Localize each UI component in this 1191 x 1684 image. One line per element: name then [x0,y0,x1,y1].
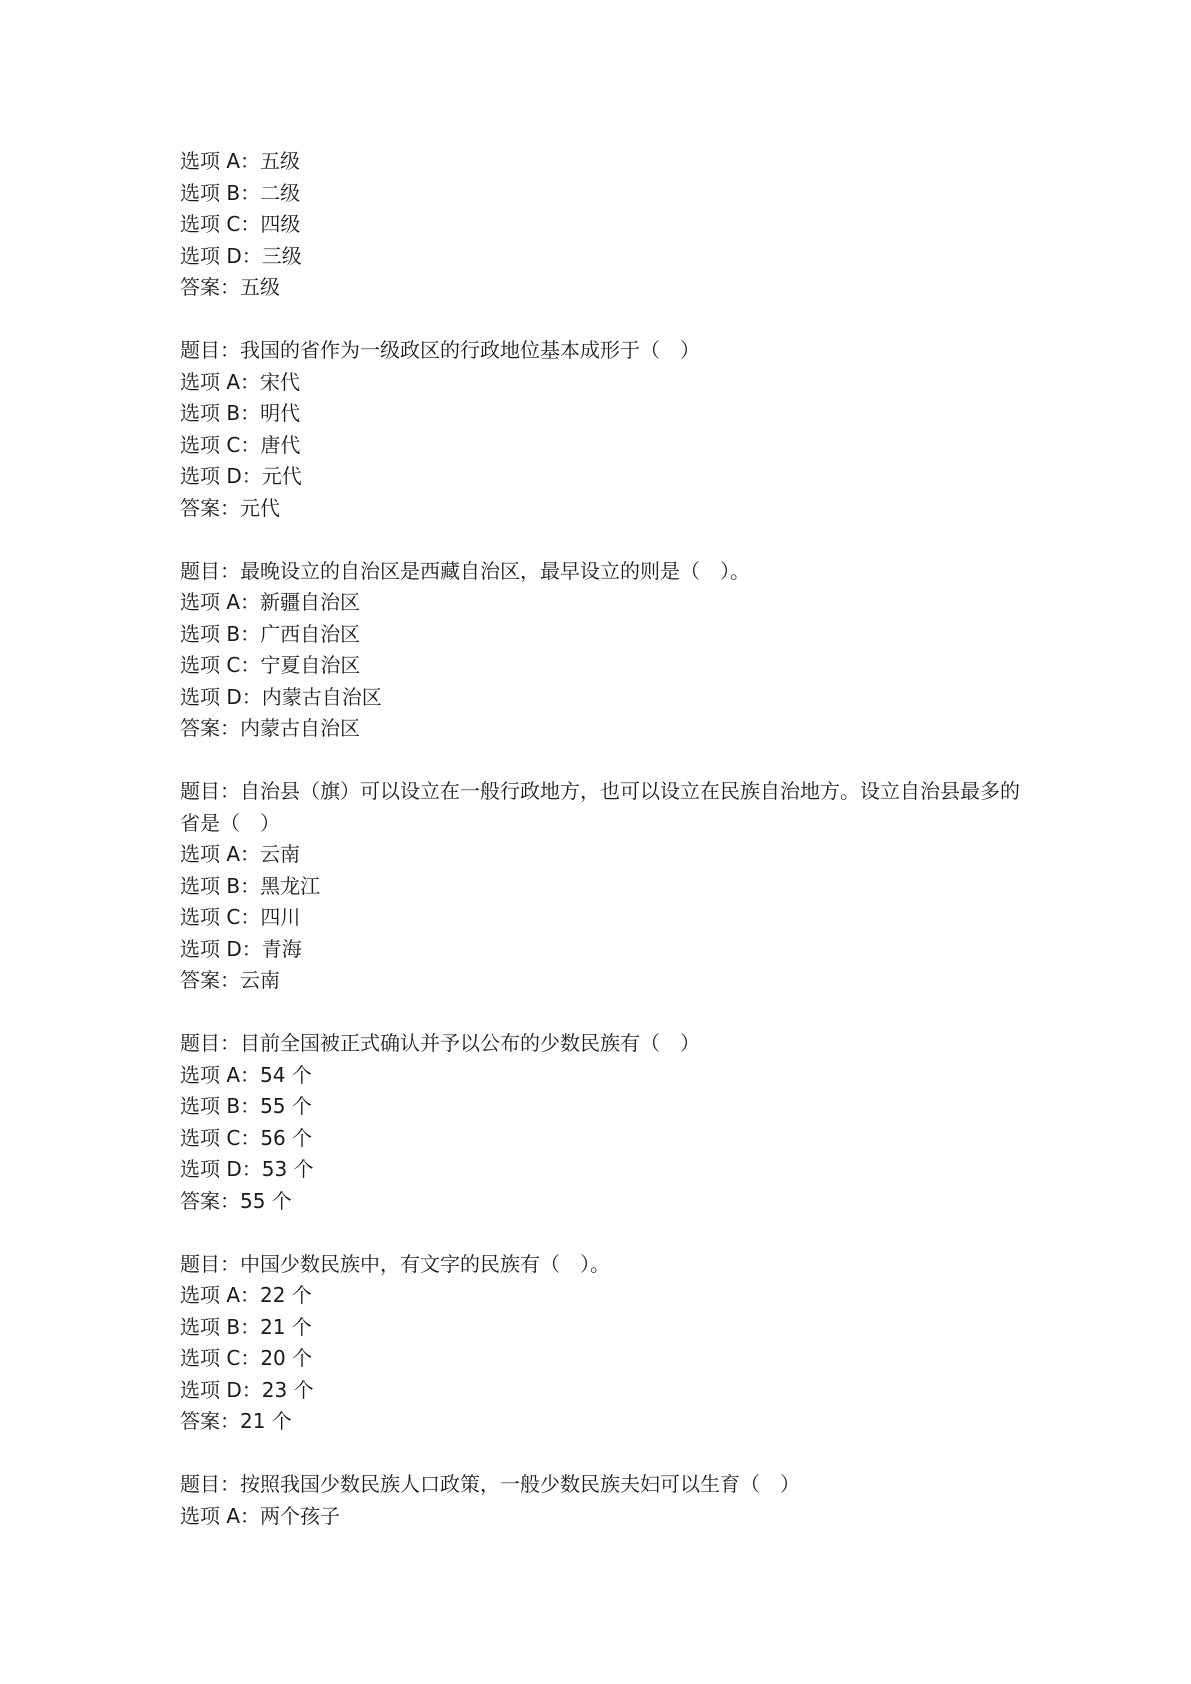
option-d [180,1154,1020,1186]
title-label: 题目： [180,558,240,583]
answer-text: 内蒙古自治区 [240,716,360,740]
option-text: 四级 [260,212,301,236]
option-label: 选项 A： [180,1503,261,1528]
option-text: 内蒙古自治区 [261,684,382,709]
answer [180,493,1020,525]
option-text: 55 个 [260,1094,312,1118]
option-b [180,398,1020,430]
option-text: 广西自治区 [260,621,361,646]
option-a [180,1501,1020,1533]
option-label: 选项 A： [180,369,261,394]
answer-label: 答案： [180,495,240,520]
option-text: 元代 [261,464,302,488]
option-text: 明代 [260,401,301,425]
option-c [180,650,1020,682]
option-d [180,461,1020,493]
question-block-6 [180,1469,1020,1532]
title-text: 自治县（旗）可以设立在一般行政地方，也可以设立在民族自治地方。设立自治县最多的省是（ ） [180,779,1020,835]
title-text: 最晚设立的自治区是西藏自治区，最早设立的则是（ ）。 [240,558,750,583]
option-a [180,146,1020,178]
spacer [180,524,1020,556]
question-block-3 [180,776,1020,997]
option-label: 选项 C： [180,1125,261,1150]
option-label: 选项 C： [180,432,261,457]
title-text: 我国的省作为一级政区的行政地位基本成形于（ ） [240,338,700,362]
question-title [180,776,1020,839]
spacer [180,745,1020,777]
option-label: 选项 A： [180,590,261,614]
option-label: 选项 D： [180,936,262,961]
option-label: 选项 D： [180,243,262,268]
option-label: 选项 B： [180,873,261,898]
option-label: 选项 B： [180,1094,261,1118]
question-block-4 [180,1028,1020,1217]
option-label: 选项 A： [180,1283,261,1307]
spacer [180,997,1020,1029]
option-label: 选项 B： [180,1314,261,1339]
option-label: 选项 A： [180,842,261,866]
answer-text: 元代 [240,495,280,520]
question-block-1 [180,335,1020,524]
title-label: 题目： [180,1472,240,1496]
option-a [180,367,1020,399]
question-title [180,1028,1020,1060]
option-a [180,839,1020,871]
option-text: 唐代 [260,432,301,457]
option-text: 22 个 [260,1283,312,1307]
option-label: 选项 C： [180,653,261,677]
option-label: 选项 D： [180,1377,262,1402]
answer-label: 答案： [180,716,240,740]
option-c [180,1343,1020,1375]
option-text: 20 个 [260,1346,313,1370]
option-a [180,1280,1020,1312]
title-label: 题目： [180,779,240,803]
answer-text: 21 个 [240,1409,292,1433]
answer-text: 五级 [240,275,280,299]
answer [180,713,1020,745]
option-b [180,1091,1020,1123]
option-text: 23 个 [261,1377,314,1402]
question-title [180,335,1020,367]
option-label: 选项 C： [180,1346,261,1370]
option-c [180,209,1020,241]
option-a [180,1060,1020,1092]
answer [180,272,1020,304]
option-label: 选项 C： [180,905,261,929]
title-label: 题目： [180,1251,240,1276]
option-d [180,1375,1020,1407]
option-d [180,934,1020,966]
answer [180,1186,1020,1218]
spacer [180,1438,1020,1470]
option-text: 新疆自治区 [260,590,361,614]
answer [180,965,1020,997]
option-label: 选项 C： [180,212,261,236]
question-title [180,1469,1020,1501]
option-d [180,241,1020,273]
answer-label: 答案： [180,1188,240,1213]
option-a [180,587,1020,619]
option-label: 选项 D： [180,684,262,709]
question-title [180,1249,1020,1281]
title-label: 题目： [180,338,240,362]
option-c [180,1123,1020,1155]
question-title [180,556,1020,588]
option-text: 二级 [260,180,301,205]
option-text: 青海 [261,936,302,961]
option-c [180,430,1020,462]
option-text: 宋代 [260,369,301,394]
option-label: 选项 A： [180,149,261,173]
option-d [180,682,1020,714]
option-b [180,619,1020,651]
title-text: 目前全国被正式确认并予以公布的少数民族有（ ） [240,1031,700,1055]
document-page [180,146,1020,1532]
option-label: 选项 A： [180,1062,261,1087]
question-block-2 [180,556,1020,745]
option-b [180,1312,1020,1344]
spacer [180,1217,1020,1249]
option-c [180,902,1020,934]
option-label: 选项 D： [180,464,262,488]
title-label: 题目： [180,1031,240,1055]
question-block-0 [180,146,1020,304]
option-b [180,178,1020,210]
answer-label: 答案： [180,275,240,299]
option-text: 两个孩子 [260,1503,341,1528]
option-text: 21 个 [260,1314,312,1339]
option-text: 五级 [260,149,301,173]
option-label: 选项 B： [180,401,261,425]
option-b [180,871,1020,903]
option-label: 选项 B： [180,180,261,205]
option-text: 54 个 [260,1062,312,1087]
option-label: 选项 B： [180,621,261,646]
answer-label: 答案： [180,968,240,992]
option-text: 黑龙江 [260,873,321,898]
option-text: 53 个 [261,1157,314,1181]
option-text: 三级 [261,243,302,268]
answer [180,1406,1020,1438]
title-text: 中国少数民族中，有文字的民族有（ ）。 [240,1251,610,1276]
answer-text: 云南 [240,968,280,992]
answer-label: 答案： [180,1409,240,1433]
option-text: 四川 [260,905,301,929]
spacer [180,304,1020,336]
question-block-5 [180,1249,1020,1438]
answer-text: 55 个 [240,1188,292,1213]
option-label: 选项 D： [180,1157,262,1181]
title-text: 按照我国少数民族人口政策，一般少数民族夫妇可以生育（ ） [240,1472,800,1496]
option-text: 宁夏自治区 [260,653,361,677]
option-text: 云南 [260,842,301,866]
option-text: 56 个 [260,1125,313,1150]
